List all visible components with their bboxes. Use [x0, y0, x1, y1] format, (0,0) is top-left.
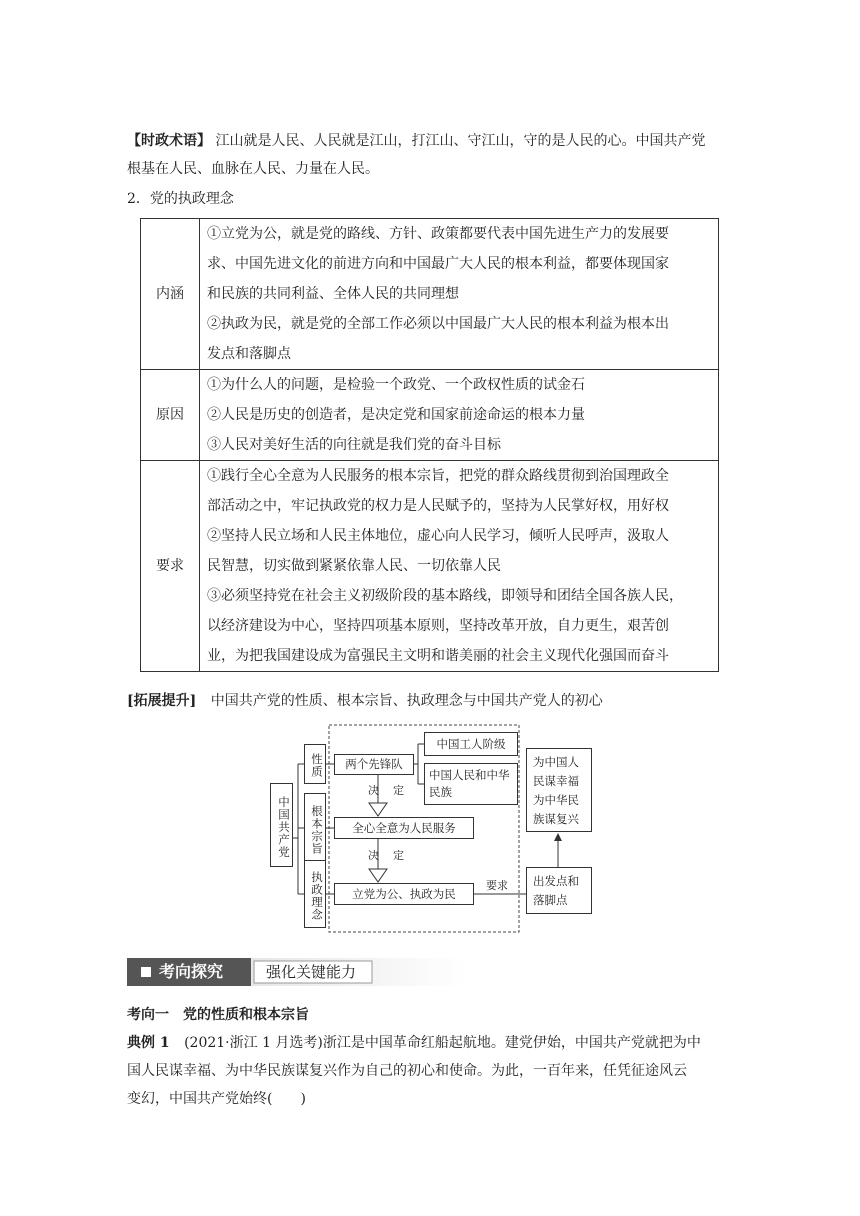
content-line: 求、中国先进文化的前进方向和中国最广大人民的根本利益，都要体现国家 — [207, 256, 669, 272]
decide-arrow-1 — [369, 803, 387, 816]
square-bullet-icon — [141, 967, 151, 977]
row-label-connotation: 内涵 — [141, 219, 200, 370]
purpose-box: 根本宗旨 — [304, 793, 326, 863]
party-nature-diagram — [268, 720, 598, 938]
content-line: 和民族的共同利益、全体人民的共同理想 — [207, 286, 459, 302]
content-line: ③人民对美好生活的向往就是我们党的奋斗目标 — [207, 437, 501, 453]
example-text-1: (2021·浙江 1 月选考)浙江是中国革命红船起航地。建党伊始，中国共产党就把为中 — [184, 1035, 701, 1051]
people-nation-box: 中国人民和中华民族 — [424, 763, 518, 805]
table-row — [141, 461, 719, 672]
content-line: ②执政为民，就是党的全部工作必须以中国最广大人民的根本利益为根本出 — [207, 316, 669, 332]
start-point-box: 出发点和落脚点 — [526, 867, 592, 914]
intro-tag: 【时政术语】 — [127, 133, 211, 149]
row-label-requirement: 要求 — [141, 461, 200, 672]
row-label-reason: 原因 — [141, 370, 200, 461]
vanguard-box: 两个先锋队 — [334, 754, 414, 775]
arrow-head — [554, 833, 562, 841]
example-line-3: 变幻，中国共产党始终( ) — [127, 1091, 306, 1107]
serve-people-box: 全心全意为人民服务 — [334, 817, 474, 839]
row-content-connotation — [200, 219, 719, 370]
decide-label-1b: 定 — [393, 784, 404, 797]
intro-line-1: 江山就是人民、人民就是江山，打江山、守江山，守的是人民的心。中国共产党 — [215, 133, 706, 149]
banner-left-text: 考向探究 — [159, 962, 224, 981]
intro-paragraph — [127, 128, 737, 154]
nature-box: 性质 — [304, 744, 326, 784]
concept-box: 执政理念 — [304, 860, 326, 928]
expand-heading — [127, 688, 737, 714]
content-line: 民智慧，切实做到紧紧依靠人民、一切依靠人民 — [207, 558, 501, 574]
working-class-box: 中国工人阶级 — [424, 732, 518, 756]
content-line: ②坚持人民立场和人民主体地位，虚心向人民学习，倾听人民呼声，汲取人 — [207, 528, 669, 544]
content-line: 以经济建设为中心，坚持四项基本原则，坚持改革开放，自力更生，艰苦创 — [207, 618, 669, 634]
governance-concept-table — [140, 218, 719, 672]
content-line: ①践行全心全意为人民服务的根本宗旨，把党的群众路线贯彻到治国理政全 — [207, 468, 669, 484]
decide-arrow-2 — [369, 869, 387, 882]
content-line: 业，为把我国建设成为富强民主文明和谐美丽的社会主义现代化强国而奋斗 — [207, 648, 669, 664]
example-line-2: 国人民谋幸福、为中华民族谋复兴作为自己的初心和使命。为此，一百年来，任凭征途风云 — [127, 1063, 687, 1079]
banner-right-text: 强化关键能力 — [266, 963, 357, 981]
expand-tag: [拓展提升] — [127, 693, 197, 709]
content-line: ③必须坚持党在社会主义初级阶段的基本路线，即领导和团结全国各族人民， — [207, 588, 683, 604]
decide-label-2b: 定 — [393, 849, 404, 862]
example-line-1 — [127, 1030, 737, 1056]
content-line: ①立党为公，就是党的路线、方针、政策都要代表中国先进生产力的发展要 — [207, 226, 669, 242]
row-content-requirement — [200, 461, 719, 672]
example-tag: 典例 1 — [127, 1035, 170, 1051]
intro-line-2: 根基在人民、血脉在人民、力量在人民。 — [127, 161, 379, 177]
table-row — [141, 219, 719, 370]
expand-title: 中国共产党的性质、根本宗旨、执政理念与中国共产党人的初心 — [210, 693, 603, 709]
section-title: 2．党的执政理念 — [127, 191, 234, 207]
kaoxiang-heading: 考向一 党的性质和根本宗旨 — [127, 1007, 309, 1023]
section-banner — [127, 958, 467, 986]
content-line: 发点和落脚点 — [207, 346, 291, 362]
decide-label-1a: 决 — [368, 784, 379, 797]
row-content-reason — [200, 370, 719, 461]
table-row — [141, 370, 719, 461]
content-line: ②人民是历史的创造者，是决定党和国家前途命运的根本力量 — [207, 407, 585, 423]
decide-label-2a: 决 — [368, 849, 379, 862]
content-line: 部活动之中，牢记执政党的权力是人民赋予的，坚持为人民掌好权，用好权 — [207, 498, 669, 514]
govern-box: 立党为公、执政为民 — [334, 883, 474, 905]
require-label: 要求 — [486, 879, 508, 892]
mission-box: 为中国人民谋幸福为中华民族谋复兴 — [526, 748, 592, 832]
content-line: ①为什么人的问题，是检验一个政党、一个政权性质的试金石 — [207, 377, 585, 393]
root-party-box: 中国共产党 — [270, 783, 293, 867]
